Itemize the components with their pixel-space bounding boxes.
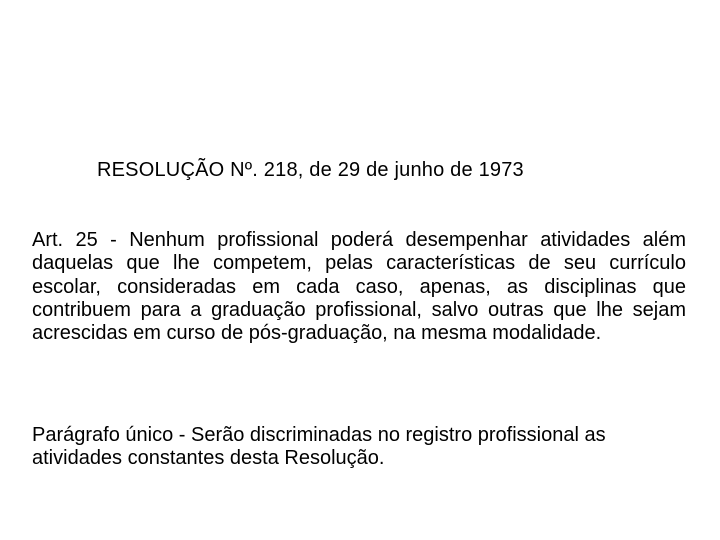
article-25-text: Art. 25 - Nenhum profissional poderá desempenhar atividades além daquelas que lhe competem, pelas características de seu currículo escolar, consideradas em cada caso, apenas, as disciplinas que contribuem para a graduação profissional, salvo outras que lhe sejam acrescidas em curso de pós-graduação, na mesma modalidade. (32, 229, 686, 345)
paragrafo-unico-text: Parágrafo único - Serão discriminadas no registro profissional as atividades constantes desta Resolução. (32, 424, 606, 470)
document-title: RESOLUÇÃO Nº. 218, de 29 de junho de 1973 (97, 159, 524, 181)
